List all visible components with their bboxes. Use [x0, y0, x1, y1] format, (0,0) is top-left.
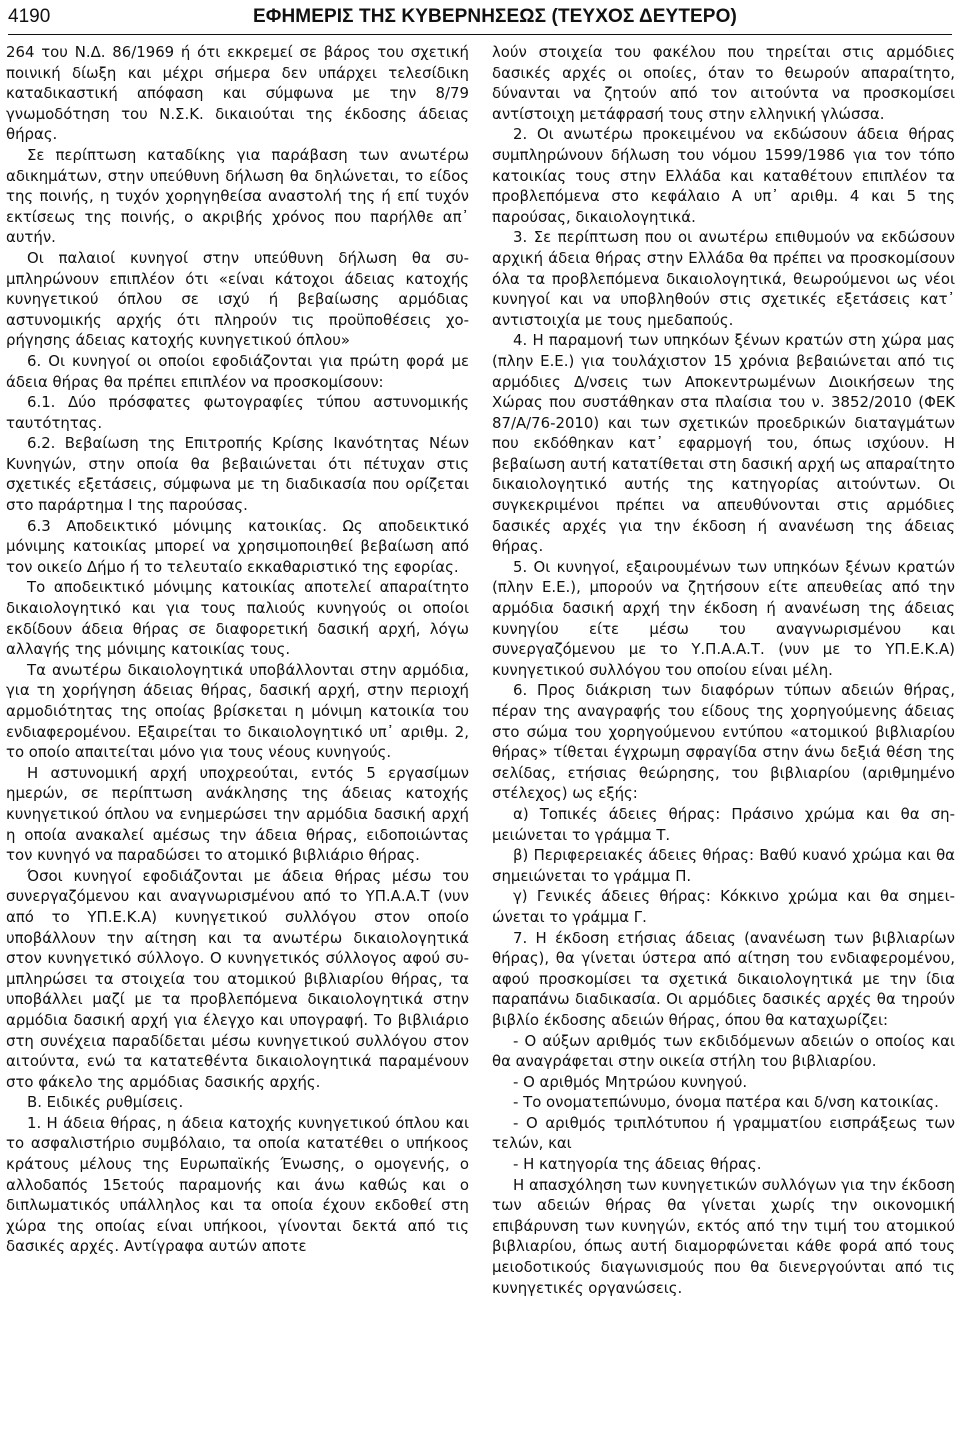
section-heading: Β. Ειδικές ρυθμίσεις.: [27, 1093, 184, 1112]
header-rule: [8, 34, 952, 35]
right-column: [492, 42, 955, 1298]
paragraph: 6.3 Αποδεικτικό μόνιμης κατοικίας. Ως αποδεικτικό μόνιμης κατοικίας μπορεί να χρησιμοποιηθεί βεβαίωση από τον οικείο Δήμο ή το τελευταίο εκκαθαριστικό της εφορίας.: [6, 516, 469, 576]
paragraph: 4. Η παραμονή των υπηκόων ξένων κρατών στη χώρα μας (πλην Ε.Ε.) για τουλάχιστον 15 χρόνια βεβαιώνεται από τις αρμόδιες Δ/νσεις των Αποκεντρωμένων Διοικήσεων της Χώρας που συστάθηκαν στα πλαίσια του ν. 3852/2010 (ΦΕΚ 87/Α/76-2010) και των σχετικών προεδρικών διαταγμάτων που εκδόθηκαν κατ᾽ εφαρμογή του, όπως ισχύουν. Η βεβαίωση αυτή κατατίθεται στη δασική αρχή ως απαραίτητο δικαιολογητικό αυτής της κατηγορίας αιτούντων. Οι συγκεκριμένοι πρέπει να απευθύνονται στις αρμόδιες δασικές αρχές για την έκδοση ή ανανέωση της άδειας θήρας.: [492, 331, 955, 556]
gazette-title: ΕΦΗΜΕΡΙΣ ΤΗΣ ΚΥΒΕΡΝΗΣΕΩΣ (ΤΕΥΧΟΣ ΔΕΥΤΕΡΟ): [253, 6, 737, 27]
paragraph: Τα ανωτέρω δικαιολογητικά υποβάλλονται στην αρμόδια, για τη χορήγηση άδειας θήρας, δασική αρχή, στην περιοχή αρμοδιότητας της οποίας βρίσκεται η μόνιμη κατοικία του ενδιαφερομένου. Εξαιρείται το δικαιολογητικό υπ᾽ αριθμ. 2, το οποίο απαιτείται μόνο για τους νέους κυνηγούς.: [6, 660, 469, 762]
list-item: - Η κατηγορία της άδειας θήρας.: [513, 1155, 762, 1174]
page-number: 4190: [8, 6, 51, 27]
paragraph: 2. Οι ανωτέρω προκειμένου να εκδώσουν άδεια θήρας συμπληρώνουν δήλωση του νόμου 1599/1986 για τον τόπο κατοικίας τους στην Ελλάδα και καταθέτουν επιπλέον τα προβλεπόμενα στο κεφάλαιο Α υπ᾽ αριθμ. 4 και 5 της παρούσας, δικαιολογητικά.: [492, 125, 955, 226]
paragraph: 6.1. Δύο πρόσφατες φωτογραφίες τύπου αστυνομικής ταυτότητας.: [6, 393, 469, 432]
paragraph: λούν στοιχεία του φακέλου που τηρείται στις αρμόδιες δασικές αρχές οι οποίες, όταν το θεωρούν απαραίτητο, δύνανται να ζητούν από τον αιτούντα να προσκομίσει αντίστοιχη μετάφρασή τους στην ελληνική γλώσσα.: [492, 43, 955, 123]
paragraph: 6. Προς διάκριση των διαφόρων τύπων αδειών θήρας, πέραν της αναγραφής του είδους της χορηγούμενης άδειας στο σώμα του χορηγούμενου εντύπου «ατομικού βιβλιαρίου θήρας» τίθεται έγχρωμη σφραγίδα στην άνω δεξιά θέση της σελίδας, ετήσιας θεώρησης, του βιβλιαρίου (αριθμημένο στέλεχος) ως εξής:: [492, 681, 955, 803]
paragraph: 6. Οι κυνηγοί οι οποίοι εφοδιάζονται για πρώτη φορά με άδεια θήρας θα πρέπει επιπλέον να προσκομίσουν:: [6, 351, 469, 391]
paragraph: 7. Η έκδοση ετήσιας άδειας (ανανέωση των βιβλιαρίων θήρας), θα γίνεται ύστερα από αίτηση του ενδιαφερομένου, αφού προσκομίσει τα σχετικά δικαιολογητικά με την ίδια παραπάνω διαδικασία. Οι αρμόδιες δασικές αρχές θα τηρούν βιβλίο έκδοσης αδειών θήρας, όπου θα καταχωρίζει:: [492, 928, 955, 1029]
paragraph: Οι παλαιοί κυνηγοί στην υπεύθυνη δήλωση θα συμπληρώνουν επιπλέον ότι «είναι κάτοχοι άδειας κατοχής κυνηγετικού όπλου σε ισχύ ή βεβαίωσης αρμόδιας αστυνομικής αρχής ότι πληρούν τις προϋποθέσεις χορήγησης άδειας κατοχής κυνηγετικού όπλου»: [6, 248, 469, 350]
paragraph: Η αστυνομική αρχή υποχρεούται, εντός 5 εργασίμων ημερών, σε περίπτωση ανάκλησης της άδειας κατοχής κυνηγετικού όπλου να ενημερώσει την αρμόδια δασική αρχή η οποία ανακαλεί αμέσως την άδεια θήρας, ειδοποιώντας τον κυνηγό να παραδώσει το ατομικό βιβλιάριο θήρας.: [6, 763, 469, 865]
paragraph: Η απασχόληση των κυνηγετικών συλλόγων για την έκδοση των αδειών θήρας θα γίνεται χωρίς την οικονομική επιβάρυνση των κυνηγών, εκτός από την τιμή του ατομικού βιβλιαρίου, όπως αυτή διαμορφώνεται κάθε φορά από τους μειοδοτικούς διαγωνισμούς που θα διενεργούνται από τις κυνηγετικές οργανώσεις.: [492, 1175, 955, 1297]
list-item: - Ο αύξων αριθμός των εκδιδόμενων αδειών ο οποίος και θα αναγράφεται στην οικεία στήλη του βιβλιαρίου.: [492, 1031, 955, 1071]
paragraph: 264 του Ν.Δ. 86/1969 ή ότι εκκρεμεί σε βάρος του σχετική ποινική δίωξη και μέχρι σήμερα δεν υπάρχει τελεσίδικη καταδικαστική απόφαση και σύμφωνα με την 8/79 γνωμοδότηση του Ν.Σ.Κ. δικαιούται της έκδοσης άδειας θήρας.: [6, 43, 469, 144]
paragraph: 1. Η άδεια θήρας, η άδεια κατοχής κυνηγετικού όπλου και το ασφαλιστήριο συμβόλαιο, τα οποία κατατέθει ο υπήκοος κράτους μέλους της Ευρωπαϊκής Ένωσης, ο ομογενής, ο αλλοδαπός 15ετούς παραμονής και άνω καθώς και ο διπλωματικός υπάλληλος και τα οποία έχουν εκδοθεί στη χώρα της οποίας είναι υπήκοοι, γίνονται δεκτά από τις δασικές αρχές. Αντίγραφα αυτών αποτε: [6, 1113, 469, 1256]
left-column: [6, 42, 469, 1257]
list-item: α) Τοπικές άδειες θήρας: Πράσινο χρώμα και θα σημειώνεται το γράμμα Τ.: [492, 804, 955, 844]
list-item: β) Περιφερειακές άδειες θήρας: Βαθύ κυανό χρώμα και θα σημειώνεται το γράμμα Π.: [492, 846, 955, 885]
list-item: - Το ονοματεπώνυμο, όνομα πατέρα και δ/νση κατοικίας.: [513, 1093, 939, 1112]
paragraph: 3. Σε περίπτωση που οι ανωτέρω επιθυμούν να εκδώσουν αρχική άδεια θήρας στην Ελλάδα θα πρέπει να προσκομίσουν όλα τα προβλεπόμενα δικαιολογητικά, θεωρούμενοι ως νέοι κυνηγοί και να υποβληθούν στις σχετικές εξετάσεις κατ᾽ αντιστοιχία με τους ημεδαπούς.: [492, 228, 955, 329]
paragraph: Όσοι κυνηγοί εφοδιάζονται με άδεια θήρας μέσω του συνεργαζόμενου και αναγνωρισμένου από το ΥΠ.Α.Α.Τ (νυν από το ΥΠ.Ε.Κ.Α) κυνηγετικού συλλόγου στον οποίο υποβάλλουν την αίτηση και τα ανωτέρω δικαιολογητικά στον κυνηγετικό σύλλογο. Ο κυνηγετικός σύλλογος αφού συμπληρώσει τα στοιχεία του ατομικού βιβλιαρίου θήρας, τα υποβάλλει μαζί με τα προβλεπόμενα δικαιολογητικά στην αρμόδια δασική αρχή για έλεγχο και υπογραφή. Το βιβλιάριο στη συνέχεια παραδίδεται μέσω κυνηγετικού συλλόγου στον αιτούντα, ενώ τα κατατεθέντα δικαιολογητικά παραμένουν στο φάκελο της αρμόδιας δασικής αρχής.: [6, 866, 469, 1091]
list-item: - Ο αριθμός Μητρώου κυνηγού.: [513, 1072, 748, 1091]
list-item: γ) Γενικές άδειες θήρας: Κόκκινο χρώμα και θα σημειώνεται το γράμμα Γ.: [492, 887, 955, 926]
paragraph: 6.2. Βεβαίωση της Επιτροπής Κρίσης Ικανότητας Νέων Κυνηγών, στην οποία θα βεβαιώνεται ότι πέτυχαν στις σχετικές εξετάσεις, σύμφωνα με τη διαδικασία που ορίζεται στο παράρτημα Ι της παρούσας.: [6, 434, 469, 515]
list-item: - Ο αριθμός τριπλότυπου ή γραμματίου εισπράξεως των τελών, και: [492, 1113, 955, 1153]
paragraph: 5. Οι κυνηγοί, εξαιρουμένων των υπηκόων ξένων κρατών (πλην Ε.Ε.), μπορούν να ζητήσουν είτε απευθείας από την αρμόδια δασική αρχή την έκδοση ή ανανέωση της άδειας κυνηγίου είτε μέσω του αναγνωρισμένου και συνεργαζόμενου με το Υ.Π.Α.Α.Τ. (νυν με το ΥΠ.Ε.Κ.Α) κυνηγετικού συλλόγου του οποίου είναι μέλη.: [492, 557, 955, 679]
paragraph: Το αποδεικτικό μόνιμης κατοικίας αποτελεί απαραίτητο δικαιολογητικό και για τους παλιούς κυνηγούς οι οποίοι εκδίδουν άδεια θήρας σε διαφορετική δασική αρχή, λόγω αλλαγής της μόνιμης κατοικίας τους.: [6, 578, 469, 659]
paragraph: Σε περίπτωση καταδίκης για παράβαση των ανωτέρω αδικημάτων, στην υπεύθυνη δήλωση θα δηλώνεται, το είδος της ποινής, η τυχόν χορηγηθείσα αναστολή της ή επί τυχόν εκτίσεως της ποινής, ο ακριβής χρόνος που παρήλθε απ᾽ αυτήν.: [6, 145, 469, 247]
page-header: [8, 6, 952, 32]
